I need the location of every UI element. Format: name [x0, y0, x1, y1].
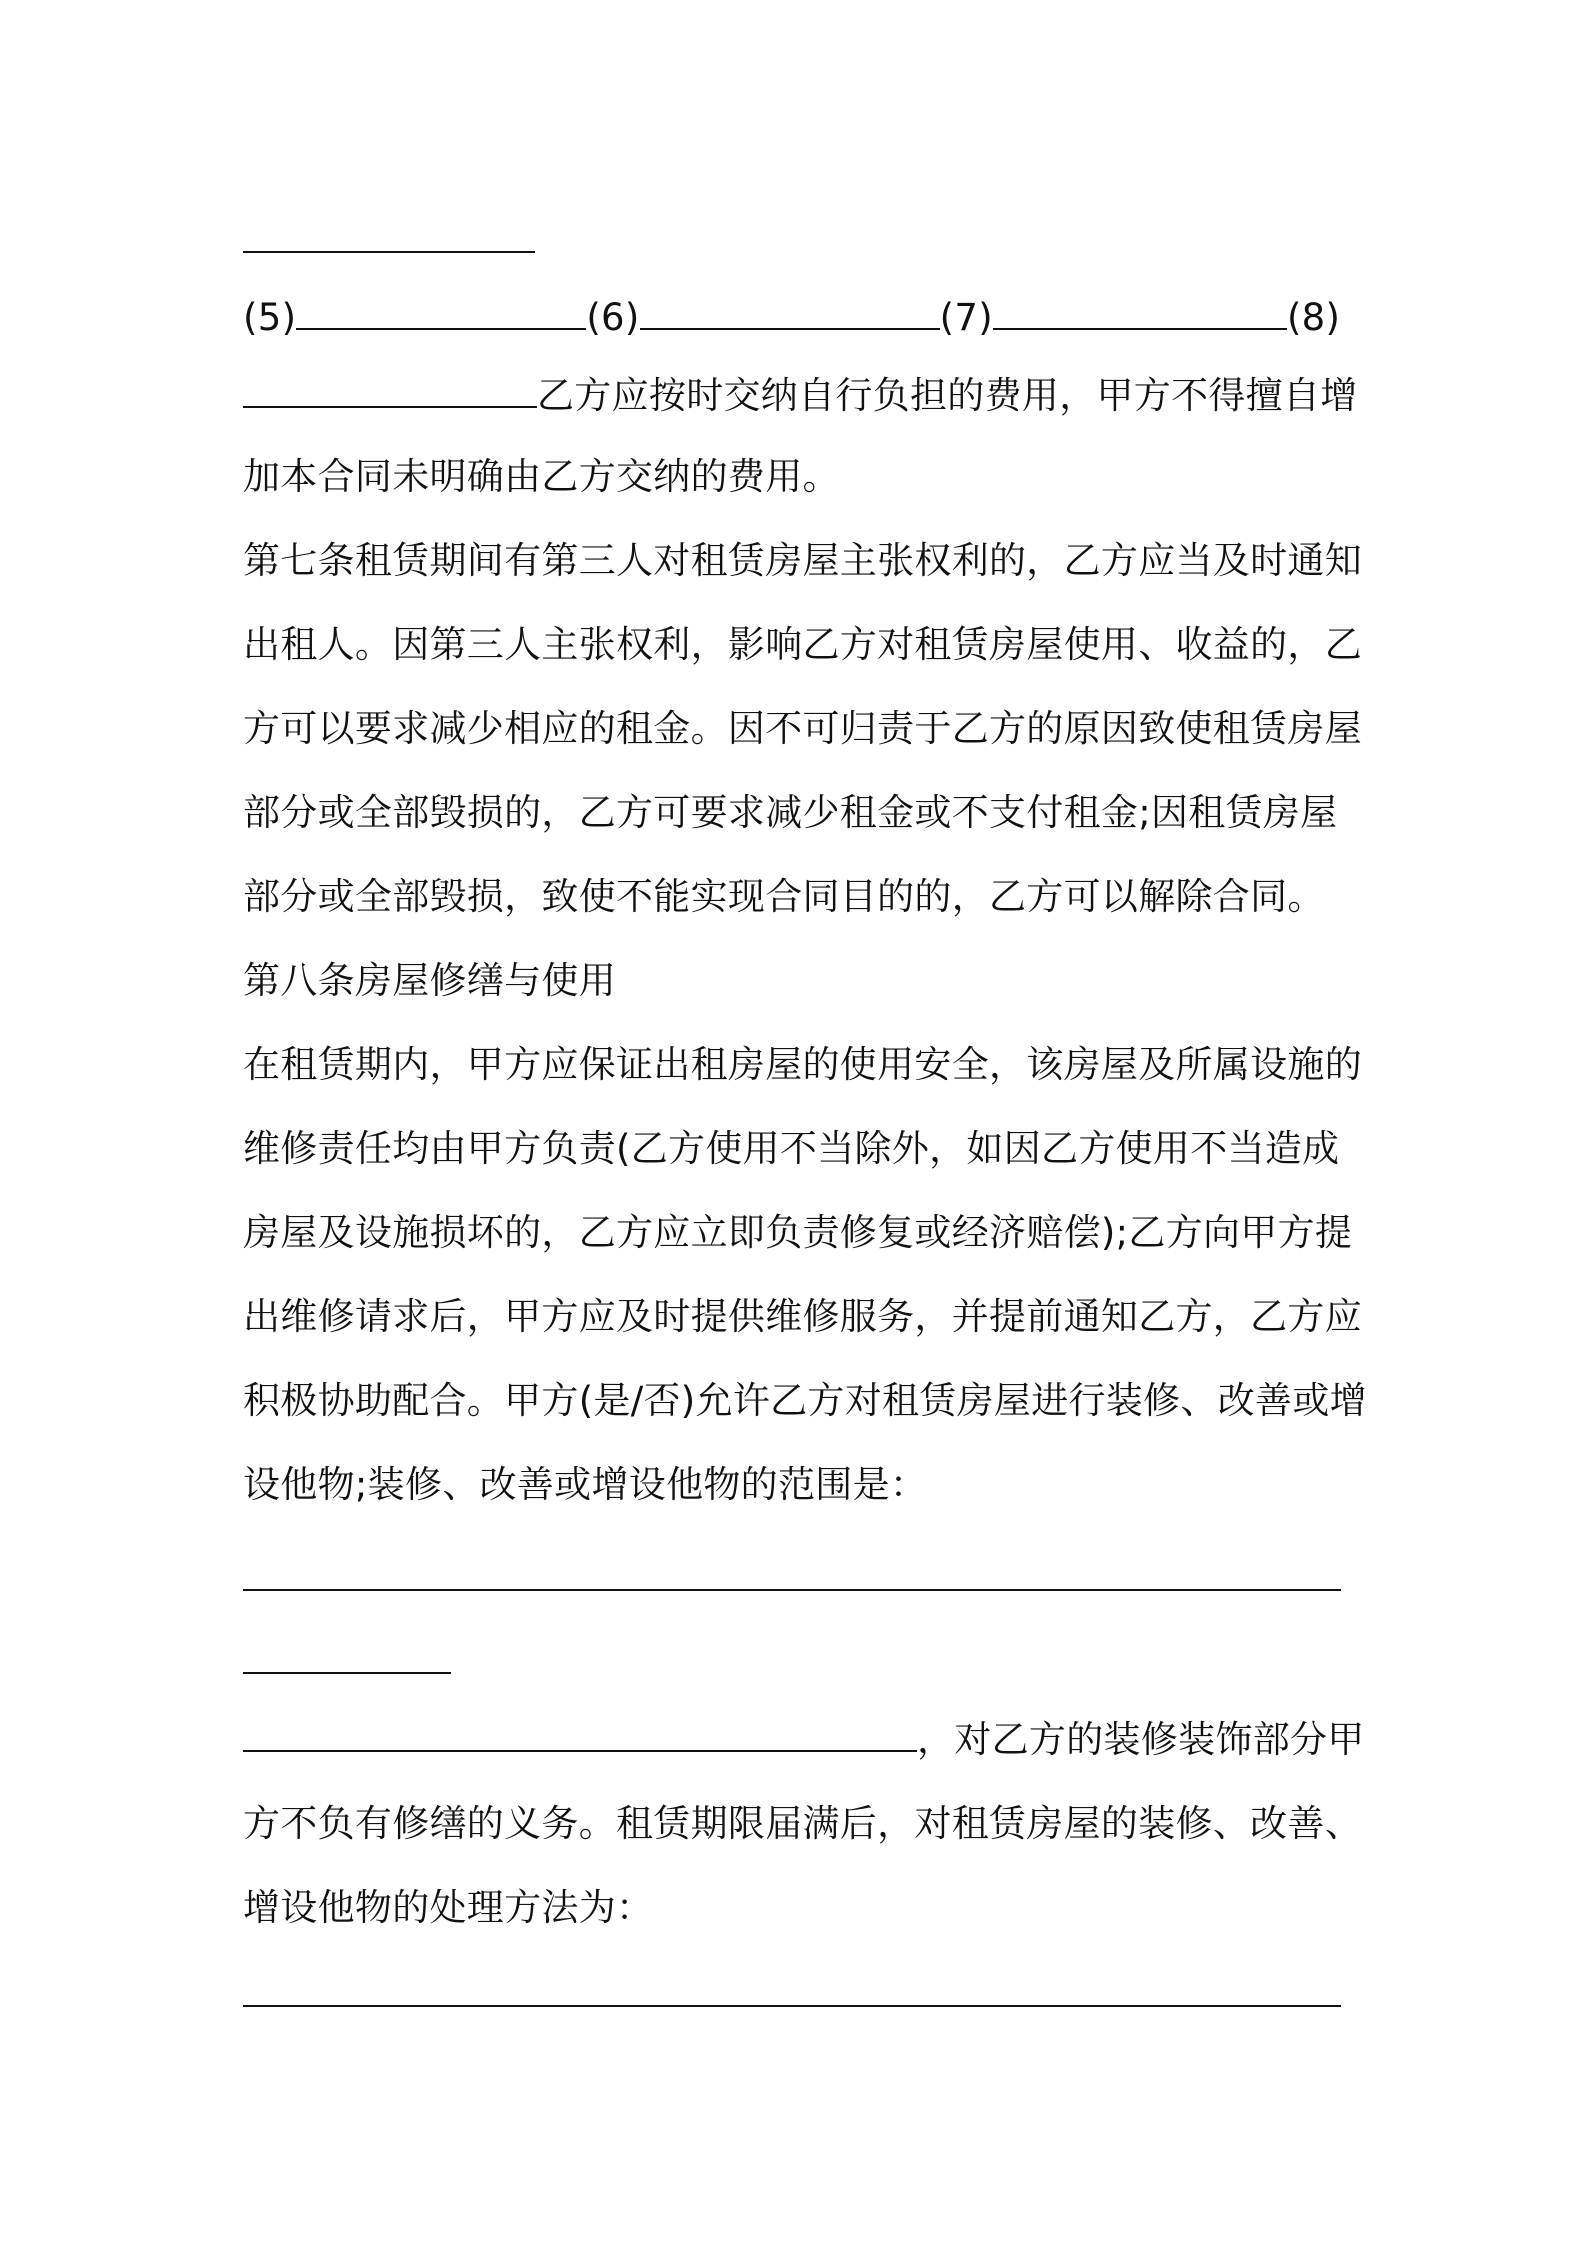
item-label: (8): [1286, 296, 1341, 339]
fill-in-blank: [243, 1589, 1341, 1591]
fill-in-blank: [243, 1672, 451, 1674]
paragraph-line: 增设他物的处理方法为：: [243, 1886, 654, 1929]
paragraph-line: 出租人。因第三人主张权利，影响乙方对租赁房屋使用、收益的，乙: [243, 623, 1362, 666]
line-text: ，对乙方的装修装饰部分甲: [917, 1718, 1365, 1761]
fill-in-blank: [993, 292, 1287, 330]
paragraph-line: 出维修请求后，甲方应及时提供维修服务，并提前通知乙方，乙方应: [243, 1295, 1362, 1338]
blank-items-line: [243, 292, 1340, 344]
paragraph-line: 积极协助配合。甲方(是/否)允许乙方对租赁房屋进行装修、改善或增: [243, 1379, 1367, 1422]
paragraph-line: 维修责任均由甲方负责(乙方使用不当除外，如因乙方使用不当造成: [243, 1127, 1340, 1170]
fill-in-blank: [243, 2005, 1341, 2007]
paragraph-line: 房屋及设施损坏的，乙方应立即负责修复或经济赔偿);乙方向甲方提: [243, 1211, 1353, 1254]
paragraph-line: 设他物;装修、改善或增设他物的范围是：: [243, 1463, 928, 1506]
fill-in-blank: [243, 251, 535, 253]
fill-in-blank: [243, 1714, 917, 1752]
paragraph-line: 方不负有修缮的义务。租赁期限届满后，对租赁房屋的装修、改善、: [243, 1802, 1362, 1845]
fill-in-blank: [640, 292, 940, 330]
paragraph-line: 在租赁期内，甲方应保证出租房屋的使用安全，该房屋及所属设施的: [243, 1043, 1362, 1086]
item-label: (5): [243, 296, 297, 339]
line-text: 乙方应按时交纳自行负担的费用，甲方不得擅自增: [537, 374, 1358, 417]
paragraph-line: 加本合同未明确由乙方交纳的费用。: [243, 455, 840, 498]
item-label: (7): [939, 296, 993, 339]
paragraph-line: 部分或全部毁损，致使不能实现合同目的的，乙方可以解除合同。: [243, 875, 1325, 918]
fill-in-blank: [243, 370, 537, 408]
paragraph-line: 部分或全部毁损的，乙方可要求减少租金或不支付租金;因租赁房屋: [243, 791, 1338, 834]
paragraph-line: 方可以要求减少相应的租金。因不可归责于乙方的原因致使租赁房屋: [243, 707, 1362, 750]
paragraph-line: [243, 1714, 1365, 1766]
fill-in-blank: [296, 292, 586, 330]
paragraph-line: [243, 370, 1358, 422]
article-8-heading: 第八条房屋修缮与使用: [243, 959, 616, 1002]
item-label: (6): [586, 296, 640, 339]
article-7-line: 第七条租赁期间有第三人对租赁房屋主张权利的，乙方应当及时通知: [243, 539, 1362, 582]
